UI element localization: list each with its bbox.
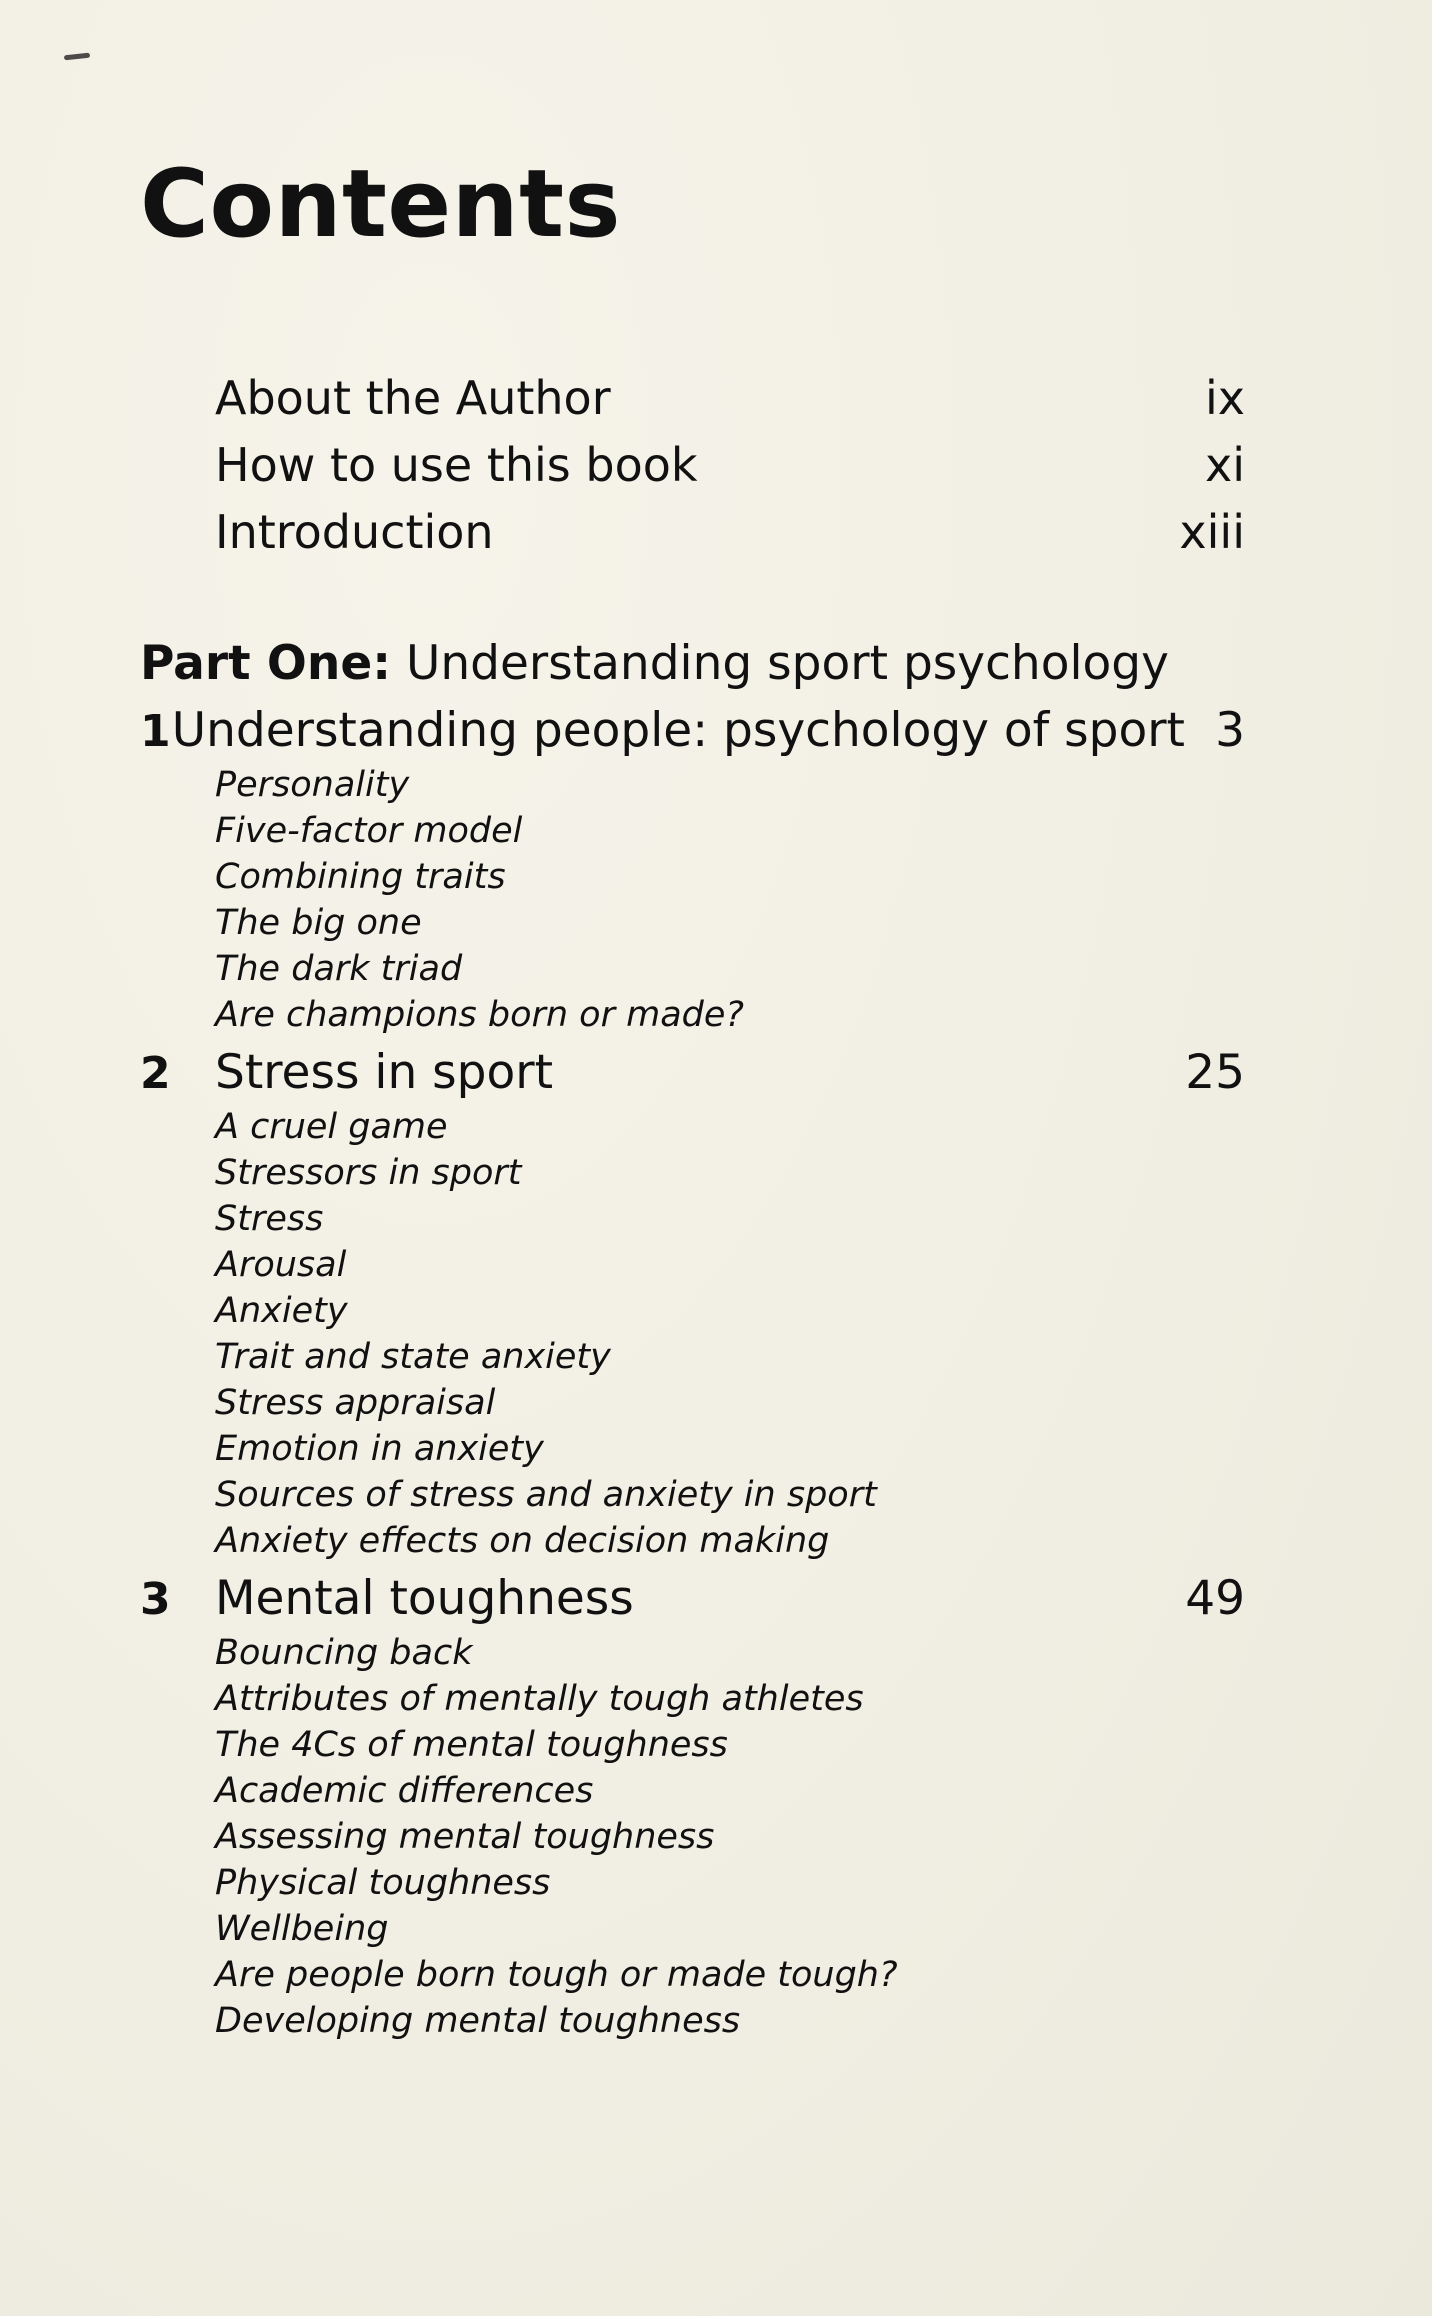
chapter-1: [140, 700, 1245, 1038]
section-item: Are champions born or made?: [215, 995, 744, 1035]
part-heading: [140, 633, 1169, 695]
section-item: The big one: [215, 903, 422, 943]
section-item: Attributes of mentally tough athletes: [215, 1679, 864, 1719]
section-item: The dark triad: [215, 949, 463, 989]
chapter-number: 2: [140, 1048, 171, 1099]
section-item: Personality: [215, 765, 410, 805]
front-matter-list: [215, 365, 1245, 566]
front-matter-page: ix: [1204, 371, 1245, 425]
section-item: Developing mental toughness: [215, 2001, 741, 2041]
section-item: Stressors in sport: [215, 1153, 522, 1193]
chapter-page: 49: [1185, 1571, 1245, 1626]
section-item: Emotion in anxiety: [215, 1429, 544, 1469]
chapter-title: Mental toughness: [215, 1571, 634, 1626]
part-title: Understanding sport psychology: [405, 636, 1169, 691]
front-matter-title: Introduction: [215, 505, 494, 559]
front-matter-item: [215, 499, 1245, 566]
section-item: Assessing mental toughness: [215, 1817, 715, 1857]
front-matter-item: [215, 432, 1245, 499]
section-item: Bouncing back: [215, 1633, 473, 1673]
section-list: [140, 1630, 1245, 2044]
chapter-number: 3: [140, 1574, 171, 1625]
chapter-title: Stress in sport: [215, 1045, 553, 1100]
chapter-3: [140, 1568, 1245, 2044]
section-item: Trait and state anxiety: [215, 1337, 611, 1377]
chapter-heading: [140, 700, 1245, 762]
section-item: The 4Cs of mental toughness: [215, 1725, 728, 1765]
section-item: Academic differences: [215, 1771, 594, 1811]
front-matter-title: How to use this book: [215, 438, 698, 492]
section-item: Arousal: [215, 1245, 347, 1285]
chapter-heading: [140, 1568, 1245, 1630]
front-matter-item: [215, 365, 1245, 432]
section-list: [140, 762, 1245, 1038]
chapter-2: [140, 1042, 1245, 1564]
ink-mark: [64, 53, 90, 61]
chapter-number: 1: [140, 706, 171, 757]
section-item: Anxiety: [215, 1291, 348, 1331]
section-item: Wellbeing: [215, 1909, 389, 1949]
chapter-page: 3: [1215, 703, 1245, 758]
front-matter-title: About the Author: [215, 371, 611, 425]
section-item: Physical toughness: [215, 1863, 551, 1903]
part-label: Part One:: [140, 636, 391, 691]
section-list: [140, 1104, 1245, 1564]
chapter-heading: [140, 1042, 1245, 1104]
section-item: Five-factor model: [215, 811, 523, 851]
front-matter-page: xi: [1204, 438, 1245, 492]
front-matter-page: xiii: [1179, 505, 1245, 559]
chapter-title: Understanding people: psychology of sport: [171, 703, 1185, 758]
section-item: Sources of stress and anxiety in sport: [215, 1475, 877, 1515]
chapter-page: 25: [1185, 1045, 1245, 1100]
section-item: A cruel game: [215, 1107, 448, 1147]
section-item: Are people born tough or made tough?: [215, 1955, 898, 1995]
section-item: Anxiety effects on decision making: [215, 1521, 830, 1561]
section-item: Stress: [215, 1199, 324, 1239]
page-title: Contents: [140, 150, 621, 259]
section-item: Stress appraisal: [215, 1383, 496, 1423]
section-item: Combining traits: [215, 857, 506, 897]
